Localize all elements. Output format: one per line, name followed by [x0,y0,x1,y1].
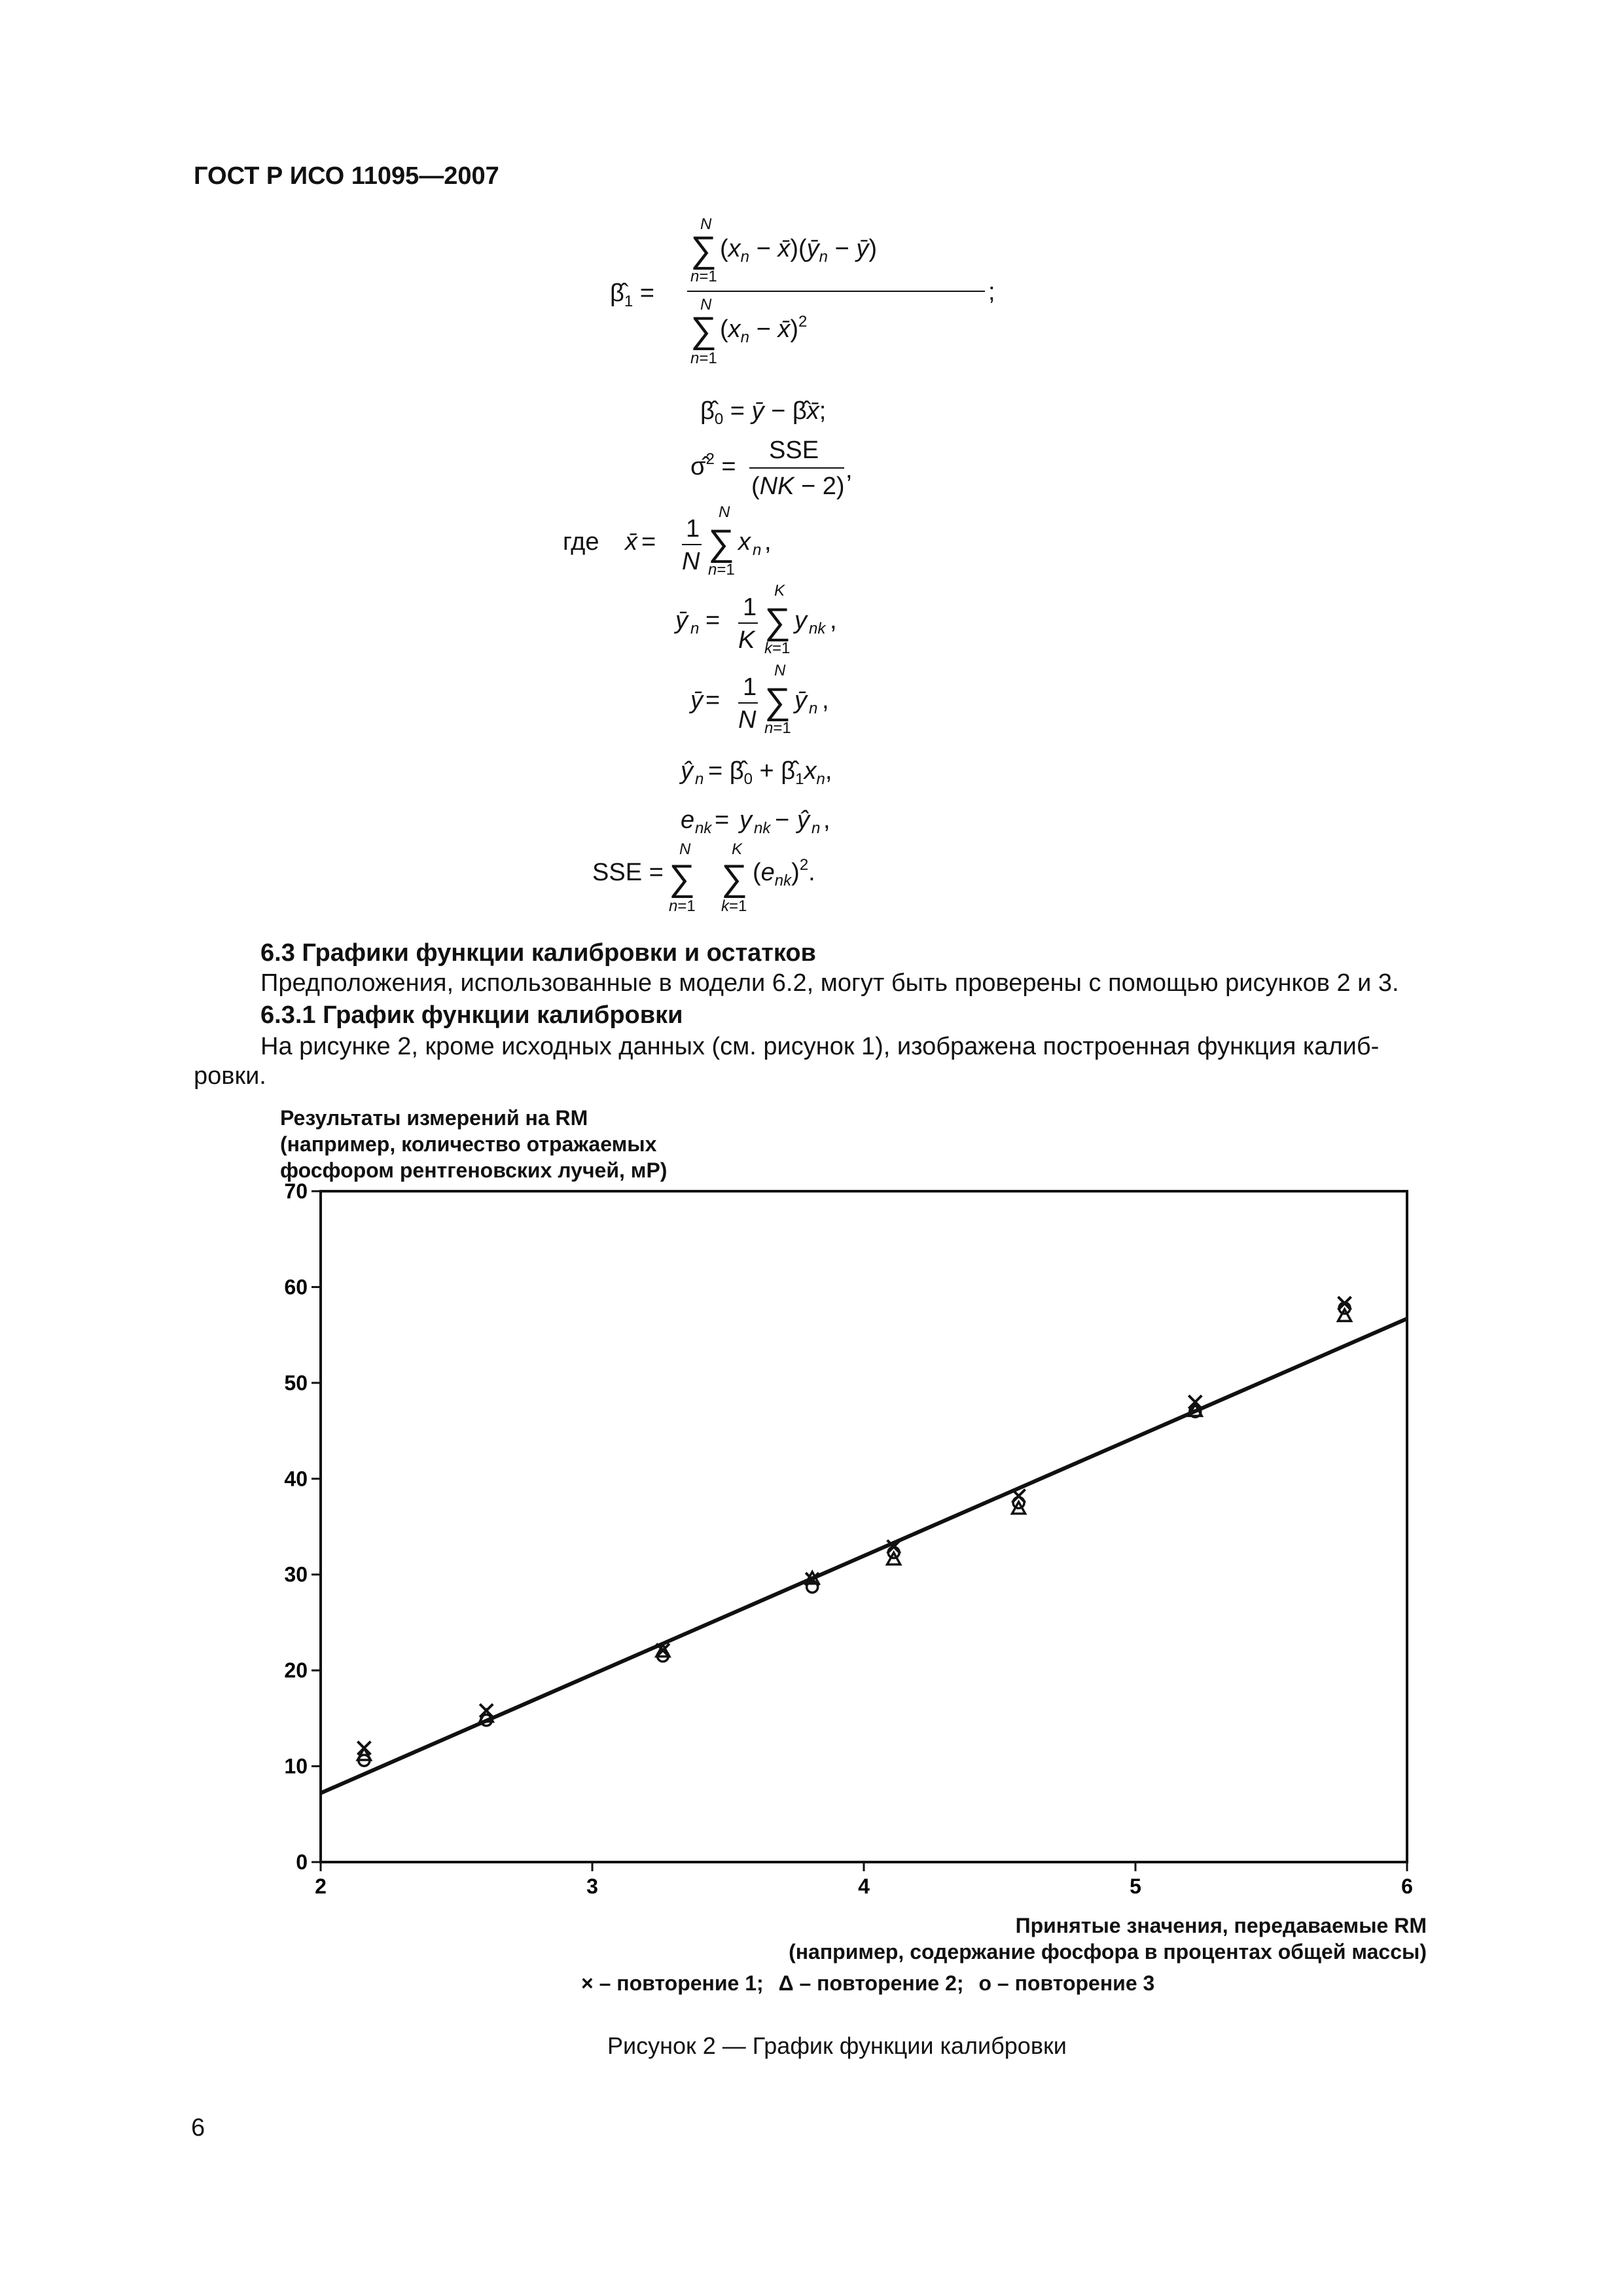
svg-text:e: e [681,806,695,834]
svg-text:ȳ: ȳ [675,607,688,634]
y-tick-label: 20 [284,1659,308,1683]
svg-text:ȳ: ȳ [690,687,703,714]
y-axis-label-line-1: Результаты измерений на RM [280,1106,588,1130]
figure-caption: Рисунок 2 — График функции калибровки [607,2032,1067,2059]
svg-text:nk: nk [754,819,771,837]
svg-text:= β̂0 + β̂1xn,: = $\betâ_0$ + $\betâ_1x_n$, [708,757,832,788]
svg-text:∑: ∑ [764,600,791,641]
x-tick-label: 2 [315,1874,327,1898]
chart-legend [581,1971,1154,1996]
x-axis-label-line-2: (например, содержание фосфора в процентах общей массы) [789,1940,1427,1964]
section-6-3-1-text-line2: ровки. [194,1062,266,1090]
svg-text:n=1: n=1 [708,561,735,579]
svg-text:∑: ∑ [764,680,791,721]
svg-text:nk: nk [695,819,712,837]
svg-text:,: , [846,456,853,484]
y-tick-label: 40 [284,1467,308,1491]
svg-text:где: где [563,528,599,556]
document-header: ГОСТ Р ИСО 11095—2007 [194,162,499,190]
y-axis-label-line-3: фосфором рентгеновских лучей, мР) [280,1158,668,1182]
x-axis-label [524,1912,1427,1965]
svg-text:x̄: x̄ [625,528,637,556]
svg-text:=: = [705,687,721,714]
svg-text:=: = [715,806,730,834]
svg-text:(enk)2.: $(e_{nk})^2$. [753,856,815,889]
svg-text:x: x [738,528,751,556]
plot-frame [321,1191,1407,1862]
svg-text:(xn − x̄)(ȳn − ȳ): ($x_n$ − $x̄)(ȳ_n$ − ȳ) [720,235,877,266]
y-axis-label-line-2: (например, количество отражаемых [280,1132,657,1156]
svg-text:σ̂2 =: σ̂$^2$ = [690,450,736,480]
page-number: 6 [191,2114,205,2142]
svg-text:∑: ∑ [708,522,734,563]
svg-text:y: y [794,607,807,634]
svg-text:ŷ: ŷ [681,757,693,785]
legend-rep3-label: – повторение 3 [997,1971,1155,1995]
svg-text:K: K [732,840,743,858]
svg-text:1: 1 [743,673,757,701]
svg-text:,: , [823,806,830,834]
x-tick-label: 5 [1130,1874,1141,1898]
section-6-3-1-heading: 6.3.1 График функции калибровки [260,1001,683,1029]
svg-text:=: = [641,528,656,556]
svg-text:y: y [740,806,752,834]
x-axis-label-line-1: Принятые значения, передаваемые RM [1015,1914,1427,1937]
svg-text:n: n [753,541,762,559]
y-tick-label: 10 [284,1754,308,1778]
svg-text:=: = [705,607,721,634]
svg-text:∑: ∑ [669,857,695,898]
svg-text:SSE: SSE [769,437,819,464]
svg-text:∑: ∑ [690,228,717,270]
svg-text:n=1: n=1 [690,350,717,367]
svg-text:n=1: n=1 [669,897,696,915]
svg-text:n: n [812,819,821,837]
svg-text:n=1: n=1 [690,268,717,285]
svg-text:,: , [822,687,829,714]
calibration-chart [262,1178,1440,1918]
y-tick-label: 30 [284,1562,308,1587]
svg-text:;: ; [988,278,995,306]
svg-text:K: K [738,626,755,654]
svg-text:SSE =: SSE = [592,859,664,886]
svg-text:β̂0 = ȳ − β̂x̄;: $\betâ_0$ = ȳ − β̂x̄; [700,397,827,428]
svg-text:ȳ: ȳ [794,687,807,714]
section-6-3-1-text-line1: На рисунке 2, кроме исходных данных (см. рисунок 1), изображена построенная функция калиб- [260,1033,1380,1060]
y-tick-label: 0 [296,1850,308,1874]
svg-text:,: , [764,528,772,556]
section-6-3-text: Предположения, использованные в модели 6.2, могут быть проверены с помощью рисунков 2 и 3. [260,969,1399,997]
svg-text:−: − [775,806,790,834]
y-tick-label: 70 [284,1179,308,1203]
legend-rep2-label: – повторение 2; [799,1971,964,1995]
formulas-block [563,215,1047,936]
svg-text:∑: ∑ [721,857,747,898]
svg-text:N: N [700,296,712,314]
svg-text:k=1: k=1 [721,897,747,915]
svg-text:k=1: k=1 [764,639,791,657]
y-tick-label: 50 [284,1371,308,1395]
section-6-3-heading: 6.3 Графики функции калибровки и остатков [260,939,816,967]
svg-text:(xn − x̄)2: ($x_n$ − x̄)$^2$ [720,313,808,346]
svg-text:nk: nk [809,620,826,637]
svg-text:N: N [679,840,691,858]
y-axis-label [280,1105,667,1183]
svg-text:∑: ∑ [690,309,717,350]
svg-text:β̂1 =: $\betâ_1$ = [610,279,654,310]
svg-text:n: n [695,770,704,788]
svg-text:n: n [809,700,818,717]
svg-text:(NK − 2): (NK − 2) [751,473,845,500]
svg-text:N: N [774,662,786,679]
x-tick-label: 4 [858,1874,870,1898]
svg-text:N: N [719,503,730,521]
svg-text:,: , [830,607,837,634]
x-tick-label: 6 [1401,1874,1413,1898]
svg-text:N: N [700,215,712,233]
legend-circle-marker-icon: o [978,1971,991,1995]
legend-x-marker-icon: × [581,1971,594,1995]
svg-text:N: N [682,548,700,575]
y-tick-label: 60 [284,1275,308,1299]
x-tick-label: 3 [586,1874,598,1898]
svg-text:N: N [738,706,757,734]
svg-text:ŷ: ŷ [797,806,810,834]
svg-text:1: 1 [686,515,700,543]
svg-text:n=1: n=1 [764,719,791,737]
svg-text:1: 1 [743,594,757,621]
legend-rep1-label: – повторение 1; [599,1971,764,1995]
svg-text:n: n [690,620,700,637]
svg-text:K: K [774,582,785,600]
legend-triangle-marker-icon: Δ [778,1971,794,1995]
